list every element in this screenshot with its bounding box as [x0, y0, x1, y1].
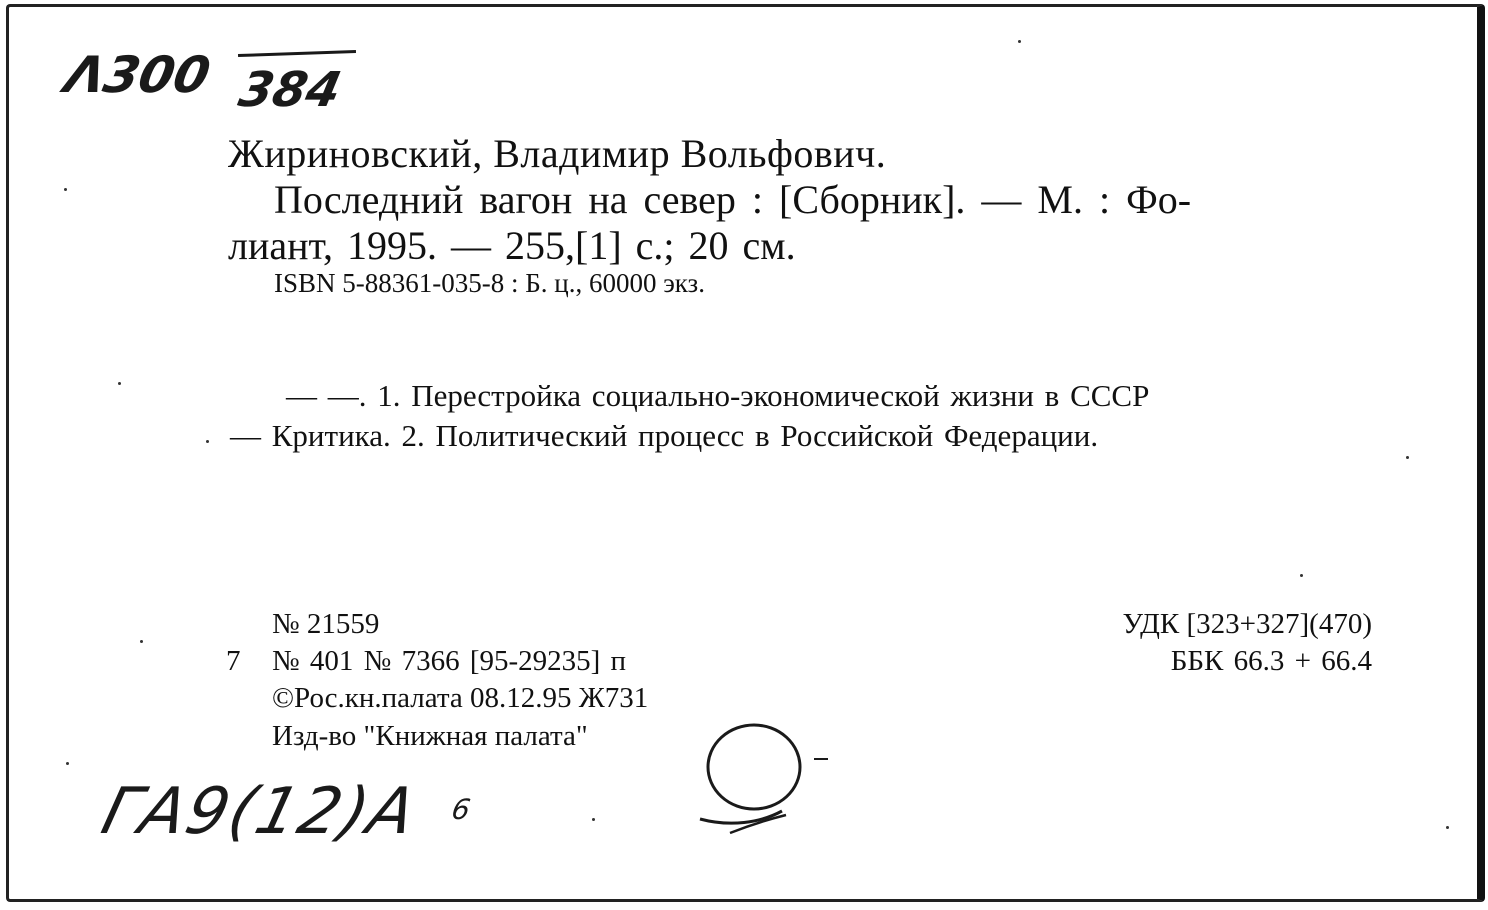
handwritten-classification: ГА9(12)А	[94, 775, 425, 849]
speck	[1446, 826, 1449, 829]
speck	[118, 382, 121, 385]
title-line-1: Последний вагон на север : [Сборник]. — М. : Фо-	[274, 177, 1192, 222]
speck	[66, 762, 69, 765]
copyright-line: ©Рос.кн.палата 08.12.95 Ж731	[272, 682, 649, 714]
handwritten-shelf-mark: Λ300	[59, 46, 216, 104]
speck	[206, 440, 209, 443]
speck	[140, 640, 143, 643]
handwritten-shelf-number: 384	[234, 62, 347, 118]
speck	[1406, 456, 1409, 459]
isbn-line: ISBN 5-88361-035-8 : Б. ц., 60000 экз.	[274, 268, 705, 298]
registration-numbers: № 401 № 7366 [95-29235] п	[272, 645, 627, 677]
title-line-2: лиант, 1995. — 255,[1] с.; 20 см.	[228, 223, 796, 268]
circle-stamp-mark	[690, 715, 830, 845]
subject-line-2: — Критика. 2. Политический процесс в Российской Федерации.	[230, 418, 1099, 453]
speck	[1018, 40, 1021, 43]
left-index: 7	[226, 645, 241, 677]
subject-line-1: — —. 1. Перестройка социально-экономической жизни в СССР	[286, 378, 1150, 413]
speck	[1300, 574, 1303, 577]
speck	[64, 188, 67, 191]
publisher-line: Изд-во "Книжная палата"	[272, 720, 588, 752]
speck	[592, 818, 595, 821]
handwritten-superscript: 6	[449, 793, 473, 826]
author-heading: Жириновский, Владимир Вольфович.	[228, 131, 887, 176]
record-number: № 21559	[272, 608, 380, 640]
bbk-code: ББК 66.3 + 66.4	[1170, 645, 1372, 677]
udk-code: УДК [323+327](470)	[1122, 608, 1372, 640]
